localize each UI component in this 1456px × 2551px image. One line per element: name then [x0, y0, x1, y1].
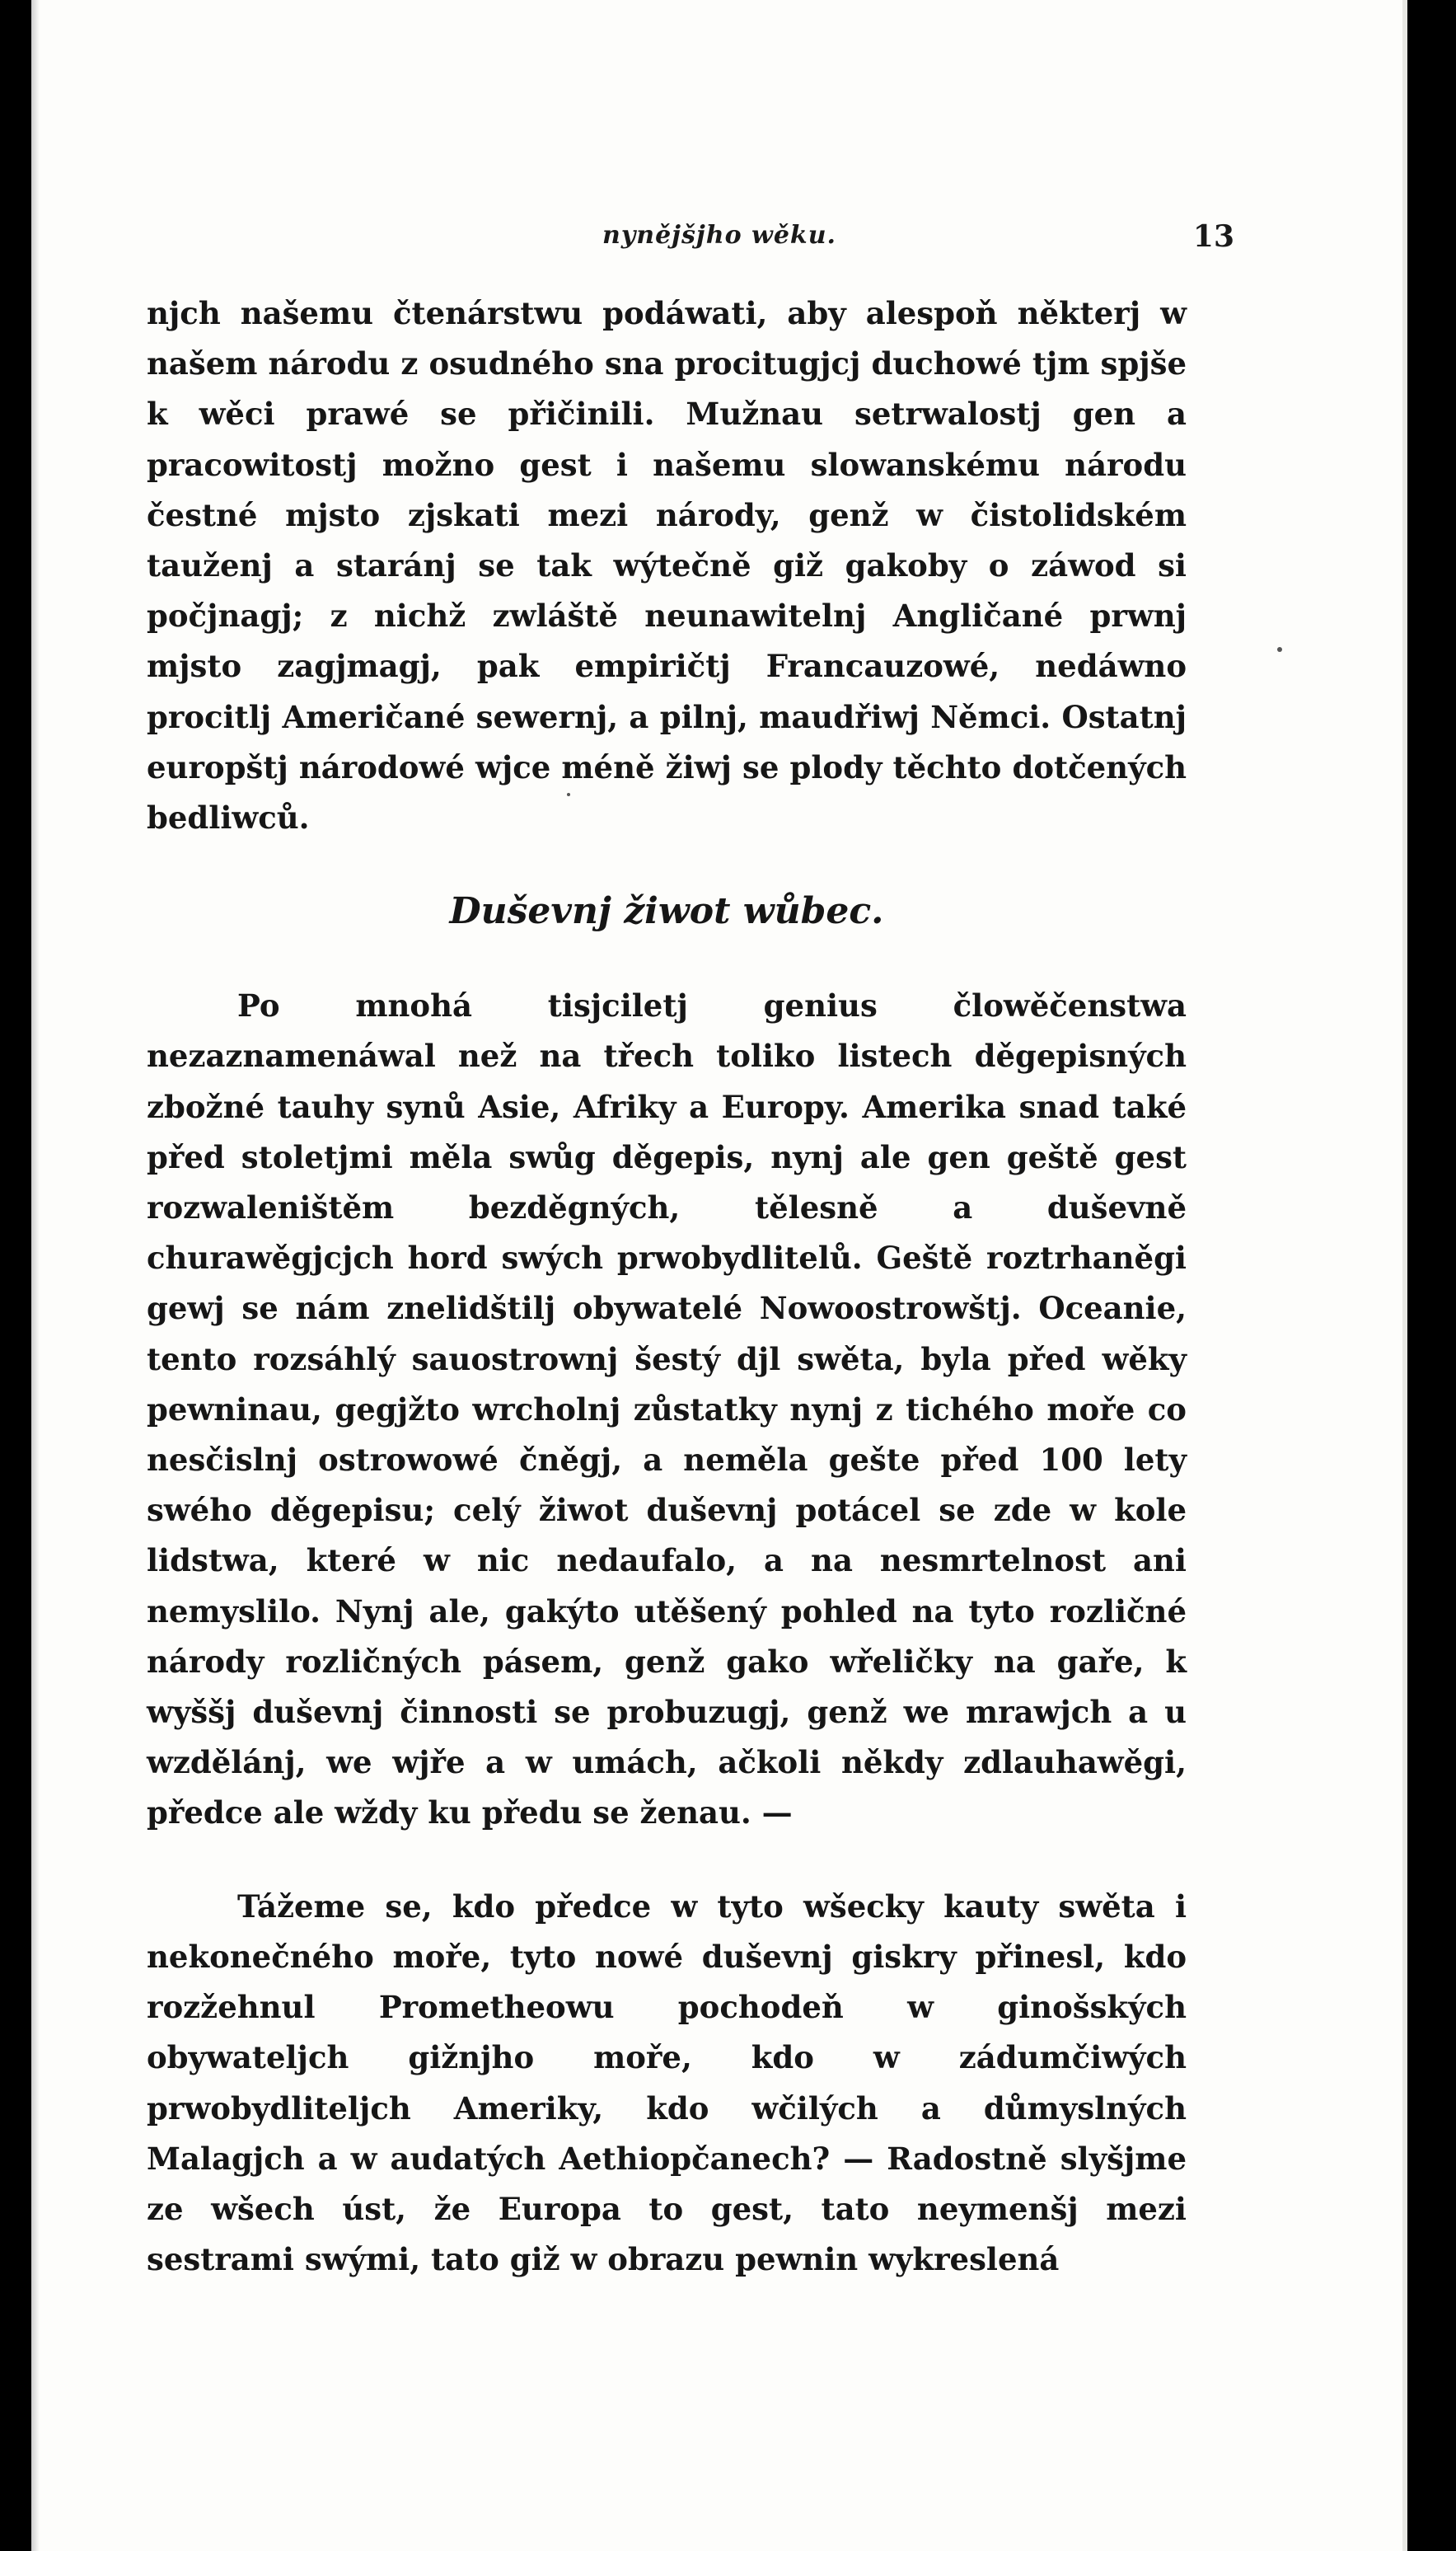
body-text — [147, 288, 1187, 2285]
paragraph-3: Tážeme se, kdo předce w tyto wšecky kauty swěta i nekonečného moře, tyto nowé duševnj giskry přinesl, kdo rozžehnul Prometheowu pochodeň w ginošských obywateljch gižnjho moře, kdo w zádumčiwých prwobydliteljch Ameriky, kdo wčilých a důmyslných Malagjch a w audatých Aethiopčanech? — Radostně slyšjme ze wšech úst, že Europa to gest, tato neymenšj mezi sestrami swými, tato giž w obrazu pewnin wykreslená — [147, 1887, 1187, 2278]
page-number: 13 — [1192, 219, 1234, 254]
running-head: nynějšjho wěku. — [602, 221, 836, 250]
page-header — [31, 221, 1407, 270]
book-page — [31, 0, 1407, 2551]
scan-right-edge — [1402, 0, 1407, 2551]
section-heading: Duševnj žiwot wůbec. — [449, 890, 884, 933]
paragraph-1: njch našemu čtenárstwu podáwati, aby alespoň některj w našem národu z osudného sna procitugjcj duchowé tjm spjše k wěci prawé se přičinili. Mužnau setrwalostj gen a pracowitostj možno gest i našemu slowanskému národu čestné mjsto zjskati mezi národy, genž w čistolidském tauženj a staránj se tak wýtečně giž gakoby o záwod si počjnagj; z nichž zwláště neunawitelnj Angličané prwnj mjsto zagjmagj, pak empiričtj Francauzowé, nedáwno procitlj Američané sewernj, a pilnj, maudřiwj Němci. Ostatnj europštj národowé wjce méně žiwj se plody těchto dotčených bedliwců. — [147, 295, 1187, 837]
paragraph-2: Po mnohá tisjciletj genius člowěčenstwa nezaznamenáwal než na třech toliko listech děgepisných zbožné tauhy synů Asie, Afriky a Europy. Amerika snad také před stoletjmi měla swůg děgepis, nynj ale gen geště gest rozwaleništěm bezděgných, tělesně a duševně churawěgjcjch hord swých prwobydlitelů. Geště roztrhaněgi gewj se nám znelidštilj obywatelé Nowoostrowštj. Oceanie, tento rozsáhlý sauostrownj šestý djl swěta, byla před wěky pewninau, gegjžto wrcholnj zůstatky nynj z tichého moře co nesčislnj ostrowowé čněgj, a neměla gešte před 100 lety swého děgepisu; celý žiwot duševnj potácel se zde w kole lidstwa, které w nic nedaufalo, a na nesmrtelnost ani nemyslilo. Nynj ale, gakýto utěšený pohled na tyto rozličné národy rozličných pásem, genž gako wřeličky na gaře, k wyššj duševnj činnosti se probuzugj, genž we mrawjch a u wzdělánj, we wjře a w umách, ačkoli někdy zdlauhawěgi, předce ale wždy ku předu se ženau. — — [147, 987, 1187, 1831]
scan-left-edge — [31, 0, 40, 2551]
paragraph-gap — [147, 1839, 1187, 1882]
print-speck — [1277, 647, 1282, 652]
